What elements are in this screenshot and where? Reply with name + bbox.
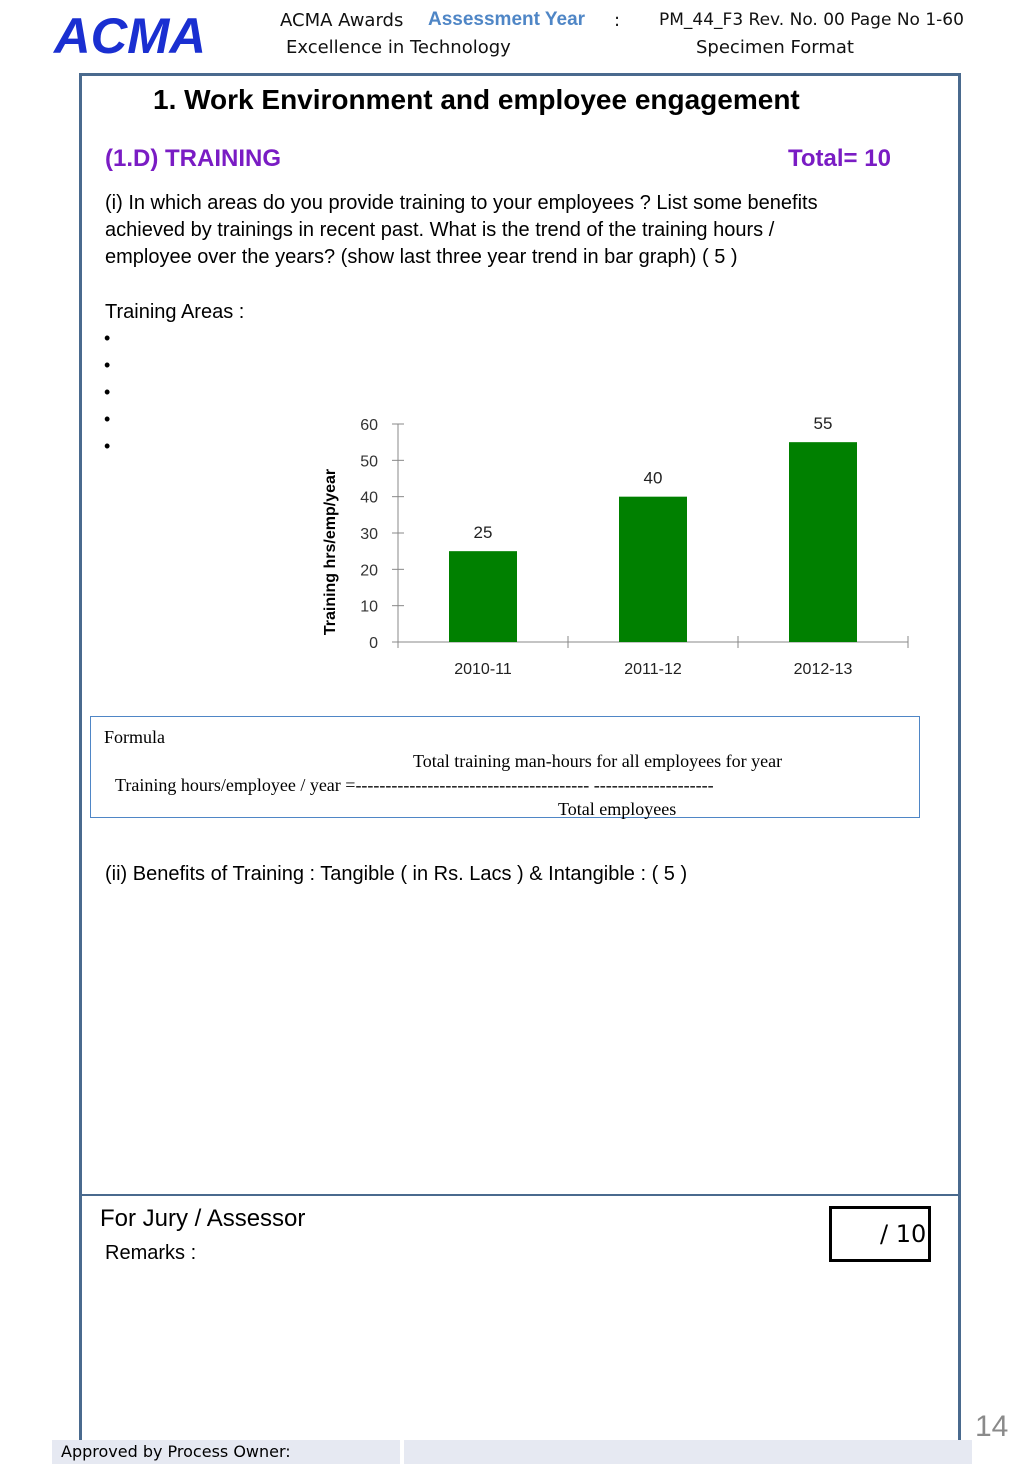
assessment-year-label: Assessment Year [428, 9, 586, 30]
training-area-bullet: • [104, 382, 111, 402]
chart-bar [449, 551, 517, 642]
chart-bars [449, 414, 857, 678]
question-1-line-3: employee over the years? (show last three year trend in bar graph) ( 5 ) [105, 246, 738, 268]
chart-x-tick-label: 2011-12 [624, 661, 682, 678]
footer-approval-cell [52, 1440, 400, 1464]
format-label: Specimen Format [696, 37, 854, 58]
chart-x-tick-label: 2012-13 [793, 661, 853, 678]
chart-y-tick-label: 30 [360, 526, 378, 543]
chart-data-label: 40 [643, 468, 663, 488]
acma-logo [52, 12, 208, 58]
chart-bar [619, 497, 687, 642]
chart-y-axis-label: Training hrs/emp/year [322, 468, 339, 636]
question-2: (ii) Benefits of Training : Tangible ( in Rs. Lacs ) & Intangible : ( 5 ) [105, 863, 688, 885]
training-areas-label: Training Areas : [105, 301, 245, 323]
category-label: Excellence in Technology [286, 37, 511, 58]
approved-by-label: Approved by Process Owner: [61, 1442, 291, 1461]
question-1-line-1: (i) In which areas do you provide training to your employees ? List some benefits [105, 192, 818, 214]
formula-numerator: Total training man-hours for all employees for year [413, 751, 783, 771]
training-area-bullet: • [104, 355, 111, 375]
jury-title: For Jury / Assessor [100, 1205, 306, 1232]
training-area-bullet: • [104, 328, 111, 348]
formula-equation: Training hours/employee / year =--------------------------------------- -------------------- [115, 775, 714, 795]
formula-label: Formula [104, 727, 165, 747]
chart-y-tick-label: 40 [360, 489, 378, 507]
chart-y-tick-label: 60 [360, 417, 378, 434]
remarks-label: Remarks : [105, 1242, 197, 1264]
chart-x-tick-label: 2010-11 [454, 661, 512, 678]
chart-y-tick-label: 10 [360, 598, 378, 616]
logo-text: ACMA [52, 12, 207, 58]
training-area-bullet: • [104, 409, 111, 429]
question-1-line-2: achieved by trainings in recent past. What is the trend of the training hours / [105, 219, 775, 241]
subsection-title: (1.D) TRAINING [105, 145, 281, 172]
chart-y-tick-label: 50 [360, 453, 378, 471]
chart-data-label: 55 [813, 414, 833, 434]
chart-data-label: 25 [473, 523, 493, 543]
training-area-bullet: • [104, 436, 111, 456]
score-out-of: / 10 [880, 1220, 927, 1248]
page-number: 14 [975, 1410, 1009, 1443]
training-hours-bar-chart [300, 400, 920, 690]
chart-y-tick-label: 0 [369, 635, 378, 652]
formula-denominator: Total employees [558, 799, 677, 819]
jury-divider [79, 1194, 958, 1196]
total-marks: Total= 10 [788, 145, 891, 172]
doc-ref: PM_44_F3 Rev. No. 00 Page No 1-60 [659, 10, 964, 30]
chart-y-tick-label: 20 [360, 562, 378, 580]
awards-label: ACMA Awards [280, 10, 404, 31]
chart-bar [789, 442, 857, 642]
footer-signature-cell[interactable] [404, 1440, 972, 1464]
assessment-year-colon: : [614, 10, 621, 31]
question-1 [105, 190, 935, 271]
section-title: 1. Work Environment and employee engagement [153, 84, 800, 115]
